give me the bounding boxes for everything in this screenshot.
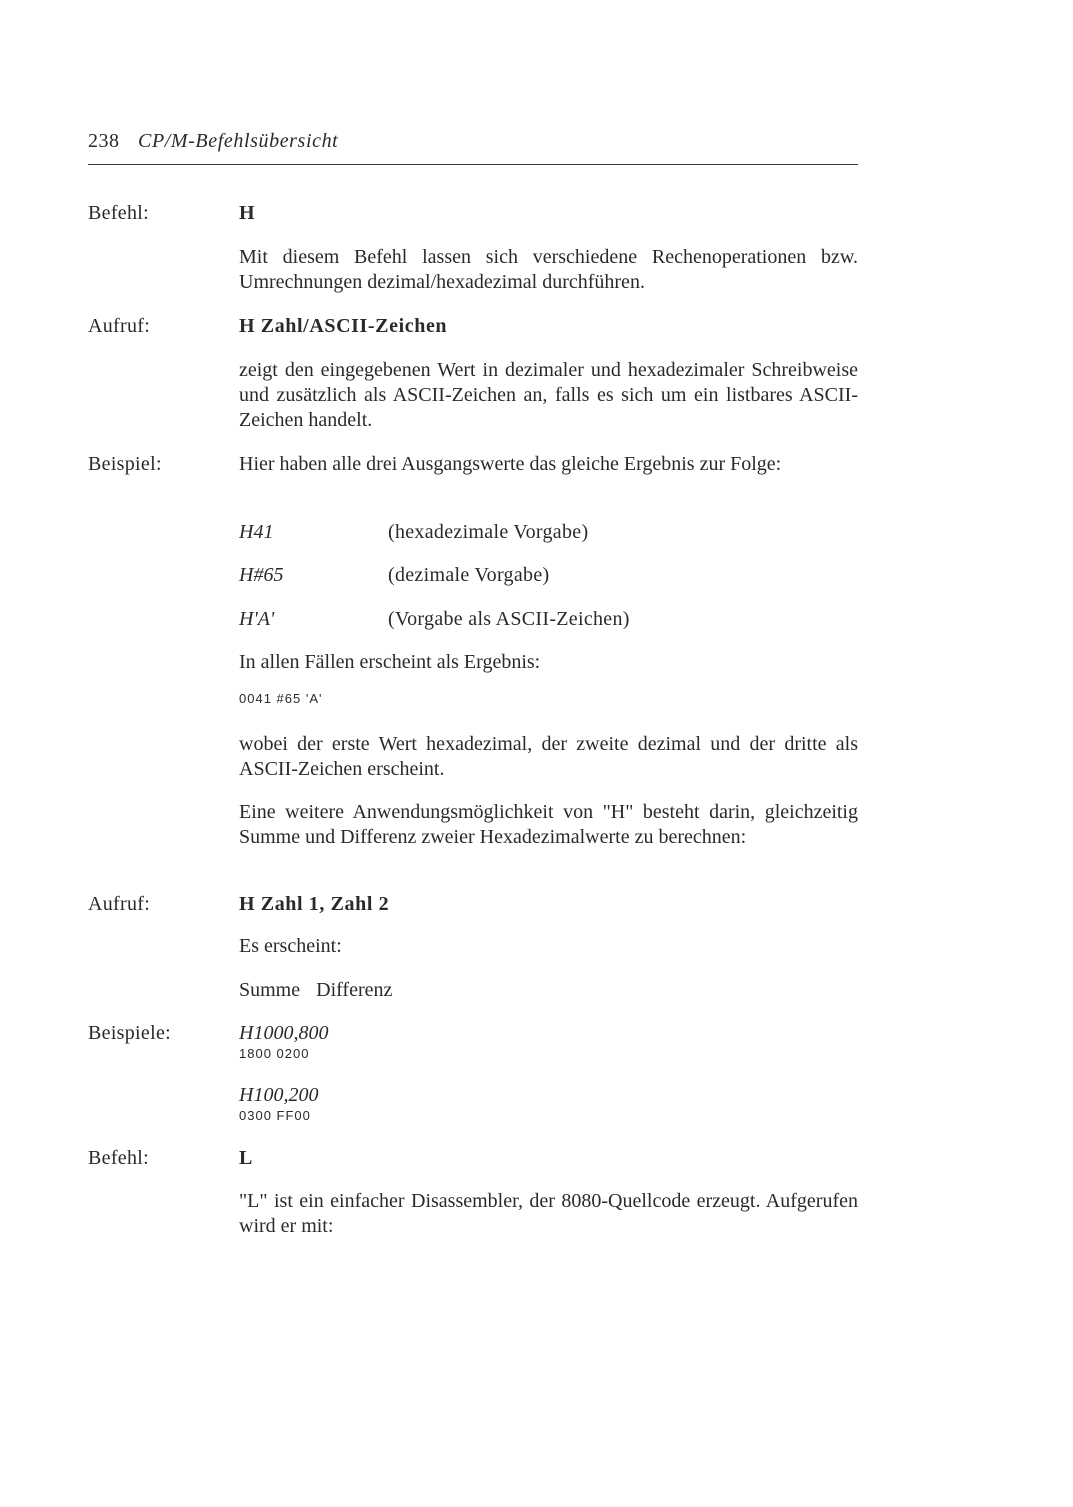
- label-aufruf-1: Aufruf:: [88, 315, 151, 337]
- call-1-description: zeigt den eingegebenen Wert in dezimaler und hexadezimaler Schreibweise und zusätzlich als ASCII-Zeichen an, falls es sich um ein listbares ASCII-Zeichen handelt.: [239, 359, 858, 431]
- sum-difference-line: [239, 978, 858, 1003]
- command-l: L: [239, 1147, 253, 1169]
- result-explanation: wobei der erste Wert hexadezimal, der zweite dezimal und der dritte als ASCII-Zeichen erscheint.: [239, 733, 858, 780]
- description-h: Mit diesem Befehl lassen sich verschiedene Rechenoperationen bzw. Umrechnungen dezimal/hexadezimal durchführen.: [239, 246, 858, 293]
- example-2-code-1: H1000,800: [239, 1022, 329, 1044]
- result-output: 0041 #65 'A': [239, 691, 323, 706]
- label-beispiele: Beispiele:: [88, 1022, 171, 1044]
- sum-label: Summe: [239, 979, 301, 1001]
- appears-text: Es erscheint:: [239, 935, 342, 957]
- example-intro: Hier haben alle drei Ausgangswerte das gleiche Ergebnis zur Folge:: [239, 453, 782, 475]
- example-desc-1: (hexadezimale Vorgabe): [388, 521, 589, 543]
- example-desc-2: (dezimale Vorgabe): [388, 564, 550, 586]
- description-l: "L" ist ein einfacher Disassembler, der 8080-Quellcode erzeugt. Aufgerufen wird er mit:: [239, 1190, 858, 1237]
- call-syntax-1: H Zahl/ASCII-Zeichen: [239, 315, 448, 337]
- example-code-2: H#65: [239, 564, 284, 586]
- example-code-3: H'A': [239, 608, 275, 630]
- label-befehl-l: Befehl:: [88, 1147, 149, 1169]
- example-2-output-1: 1800 0200: [239, 1046, 310, 1061]
- result-intro: In allen Fällen erscheint als Ergebnis:: [239, 651, 541, 673]
- label-aufruf-2: Aufruf:: [88, 893, 151, 915]
- running-title: CP/M-Befehlsübersicht: [138, 130, 339, 152]
- example-code-1: H41: [239, 521, 274, 543]
- label-beispiel: Beispiel:: [88, 453, 162, 475]
- difference-label: Differenz: [316, 979, 393, 1001]
- command-h: H: [239, 202, 256, 224]
- example-2-code-2: H100,200: [239, 1084, 319, 1106]
- further-use: Eine weitere Anwendungsmöglichkeit von "H" besteht darin, gleichzeitig Summe und Differenz zweier Hexadezimalwerte zu berechnen:: [239, 801, 858, 848]
- example-2-output-2: 0300 FF00: [239, 1108, 311, 1123]
- label-befehl-h: Befehl:: [88, 202, 149, 224]
- page-header: [88, 128, 858, 165]
- example-desc-3: (Vorgabe als ASCII-Zeichen): [388, 608, 630, 630]
- call-syntax-2: H Zahl 1, Zahl 2: [239, 893, 390, 915]
- page-number: 238: [88, 130, 120, 152]
